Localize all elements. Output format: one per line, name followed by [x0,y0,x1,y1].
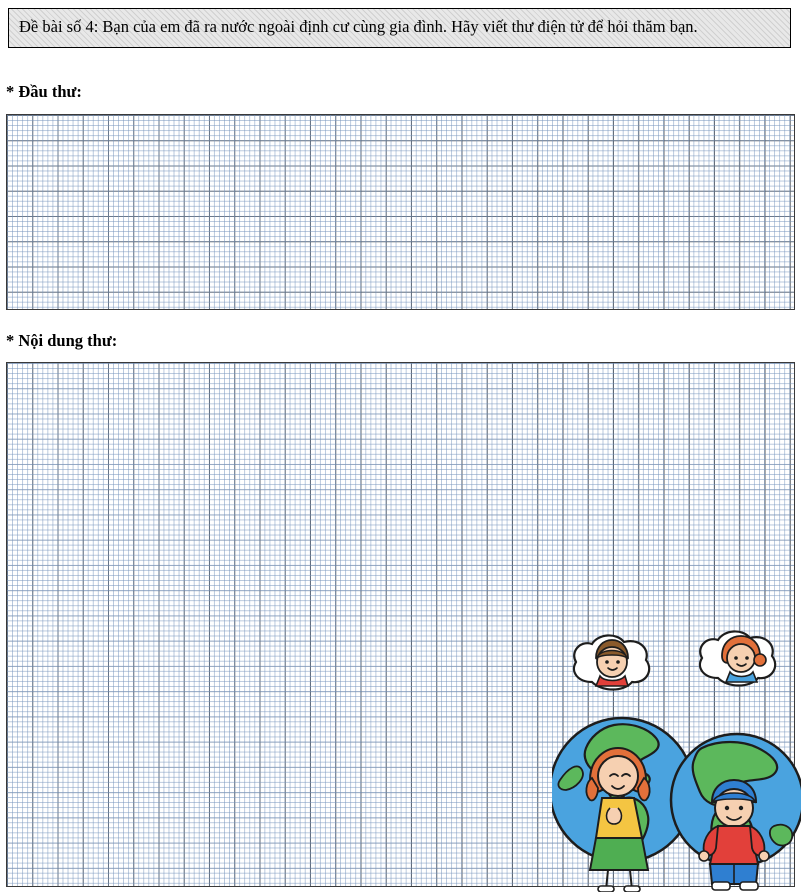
exercise-prompt-text: Đề bài số 4: Bạn của em đã ra nước ngoài định cư cùng gia đình. Hãy viết thư điện tử để hỏi thăm bạn. [19,17,698,36]
answer-grid-noi-dung-thu[interactable] [6,362,795,887]
section-heading-dau-thu: * Đầu thư: [6,82,82,101]
grid-lines [7,115,794,309]
grid-lines [7,363,794,886]
exercise-prompt-box [8,8,791,48]
answer-grid-dau-thu[interactable] [6,114,795,310]
section-heading-noi-dung-thu: * Nội dung thư: [6,331,118,350]
